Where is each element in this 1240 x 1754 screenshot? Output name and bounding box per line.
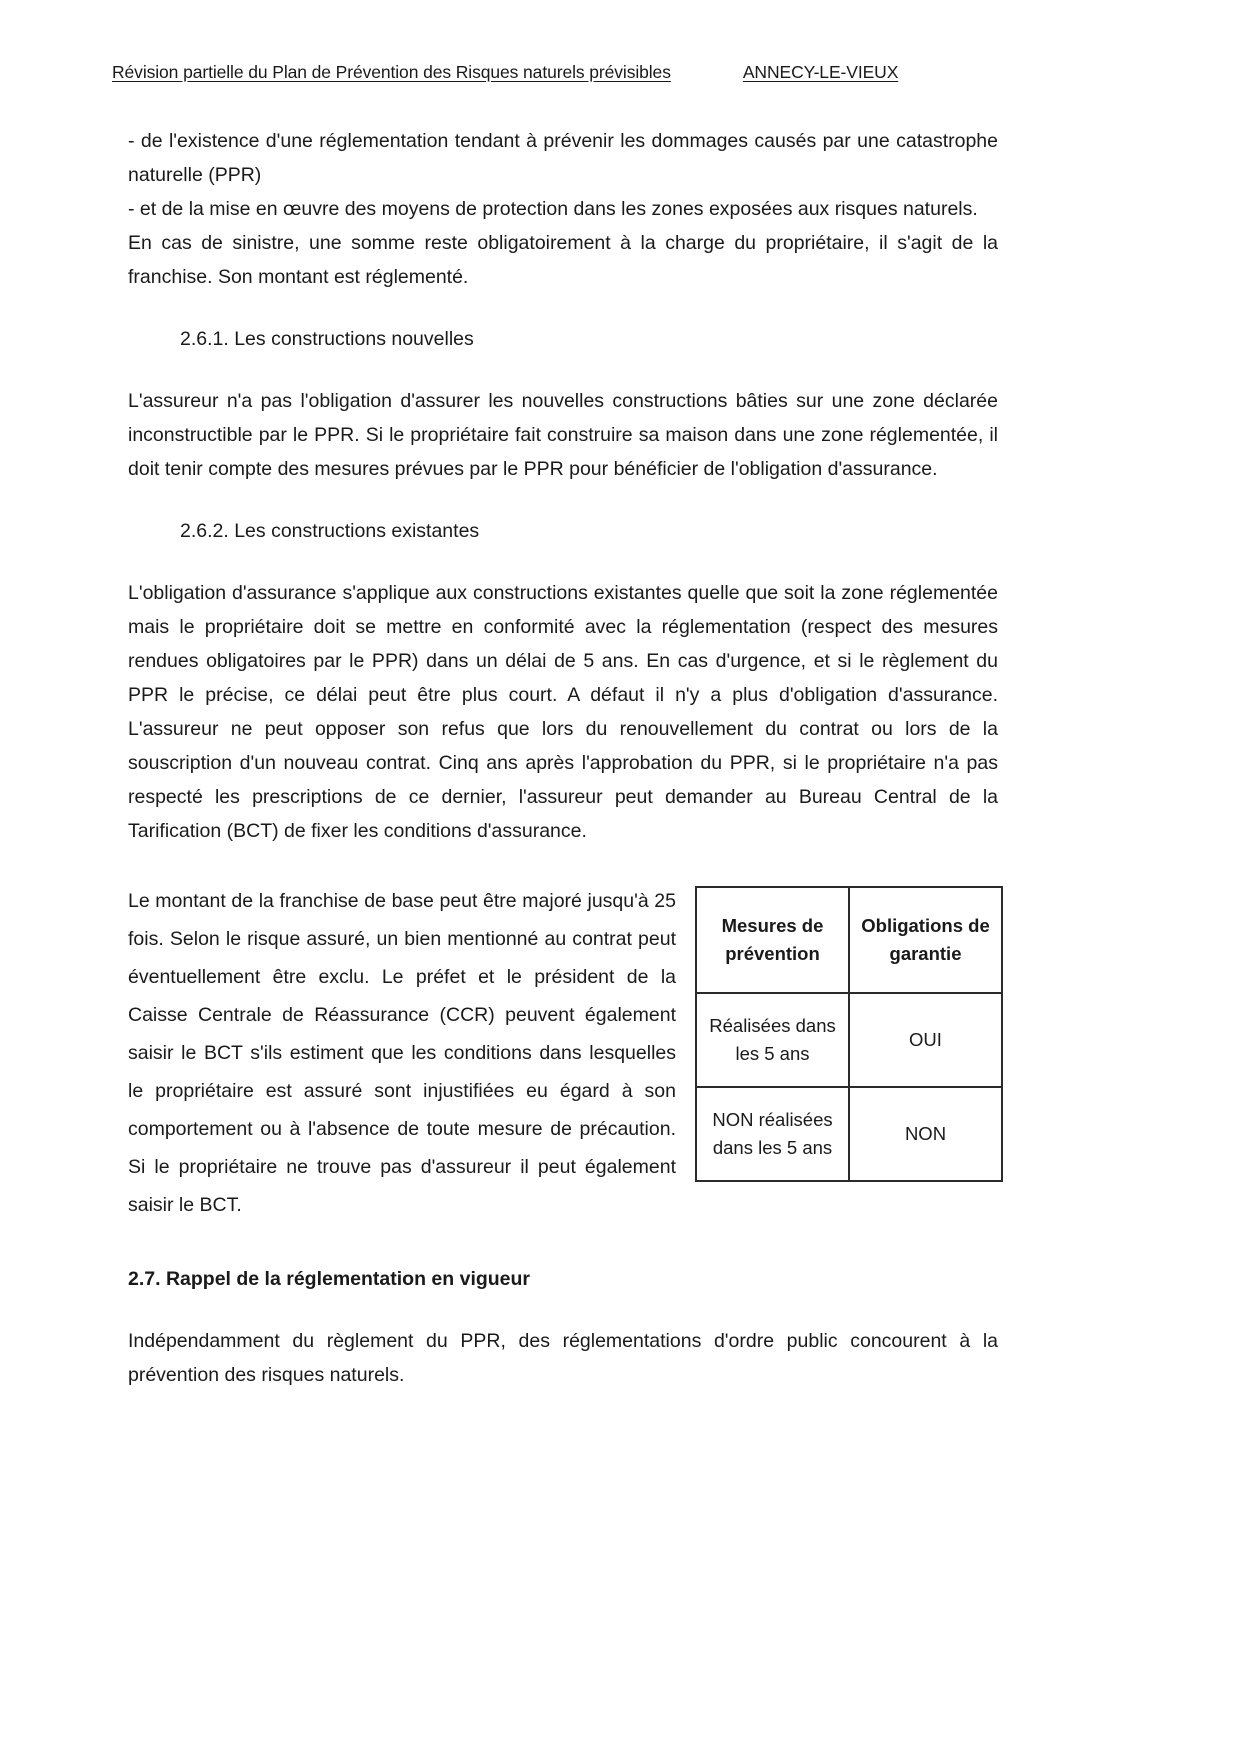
paragraph-reglementation-vigueur: Indépendamment du règlement du PPR, des réglementations d'ordre public concourent à la prévention des risques naturels.	[128, 1330, 998, 1386]
paragraph-existence-reglementation: - de l'existence d'une réglementation tendant à prévenir les dommages causés par une catastrophe naturelle (PPR)	[128, 130, 998, 186]
table-row	[696, 993, 1002, 1087]
table-row	[696, 1087, 1002, 1181]
document-body	[128, 124, 998, 1392]
mesures-obligations-table-wrapper	[695, 886, 1003, 1182]
heading-2-7: 2.7. Rappel de la réglementation en vigueur	[128, 1268, 531, 1290]
spacer	[128, 546, 998, 576]
table-body	[696, 993, 1002, 1181]
table-cell-measure: NON réalisées dans les 5 ans	[696, 1087, 849, 1181]
paragraph-moyens-protection: - et de la mise en œuvre des moyens de protection dans les zones exposées aux risques naturels.	[128, 198, 978, 220]
paragraph-constructions-existantes: L'obligation d'assurance s'applique aux constructions existantes quelle que soit la zone réglementée mais le propriétaire doit se mettre en conformité avec la réglementation (respect des mesures rendues obligatoires par le PPR) dans un délai de 5 ans. En cas d'urgence, et si le règlement du PPR le précise, ce délai peut être plus court. A défaut il n'y a plus d'obligation d'assurance. L'assureur ne peut opposer son refus que lors du renouvellement du contrat ou lors de la souscription d'un nouveau contrat. Cinq ans après l'approbation du PPR, si le propriétaire n'a pas respecté les prescriptions de ce dernier, l'assureur peut demander au Bureau Central de la Tarification (BCT) de fixer les conditions d'assurance.	[128, 582, 998, 842]
franchise-section	[128, 882, 998, 1224]
mesures-obligations-table	[695, 886, 1003, 1182]
table-header-obligations: Obligations de garantie	[849, 887, 1002, 993]
paragraph-sinistre-franchise: En cas de sinistre, une somme reste obligatoirement à la charge du propriétaire, il s'agit de la franchise. Son montant est réglementé.	[128, 232, 998, 288]
table-cell-measure: Réalisées dans les 5 ans	[696, 993, 849, 1087]
table-header-row	[696, 887, 1002, 993]
spacer	[128, 486, 998, 516]
paragraph-franchise-majoration-wrap	[128, 882, 676, 1224]
spacer	[128, 1224, 998, 1264]
table-cell-obligation: NON	[849, 1087, 1002, 1181]
table-header-mesures: Mesures de prévention	[696, 887, 849, 993]
table-cell-obligation: OUI	[849, 993, 1002, 1087]
heading-2-6-1: 2.6.1. Les constructions nouvelles	[180, 328, 474, 350]
paragraph-franchise-majoration: Le montant de la franchise de base peut être majoré jusqu'à 25 fois. Selon le risque assuré, un bien mentionné au contrat peut éventuellement être exclu. Le préfet et le président de la Caisse Centrale de Réassurance (CCR) peuvent également saisir le BCT s'ils estiment que les conditions dans lesquelles le propriétaire est assuré sont injustifiées eu égard à son comportement ou à l'absence de toute mesure de précaution. Si le propriétaire ne trouve pas d'assureur il peut également saisir le BCT.	[128, 890, 676, 1216]
header-document-title: Révision partielle du Plan de Prévention des Risques naturels prévisibles	[112, 62, 671, 82]
table-head	[696, 887, 1002, 993]
paragraph-constructions-nouvelles: L'assureur n'a pas l'obligation d'assurer les nouvelles constructions bâties sur une zone déclarée inconstructible par le PPR. Si le propriétaire fait construire sa maison dans une zone réglementée, il doit tenir compte des mesures prévues par le PPR pour bénéficier de l'obligation d'assurance.	[128, 390, 998, 480]
page-header	[112, 62, 1128, 83]
spacer	[128, 294, 998, 324]
spacer	[128, 354, 998, 384]
spacer	[128, 1294, 998, 1324]
heading-2-6-2: 2.6.2. Les constructions existantes	[180, 520, 480, 542]
header-commune-name: ANNECY-LE-VIEUX	[742, 62, 899, 82]
